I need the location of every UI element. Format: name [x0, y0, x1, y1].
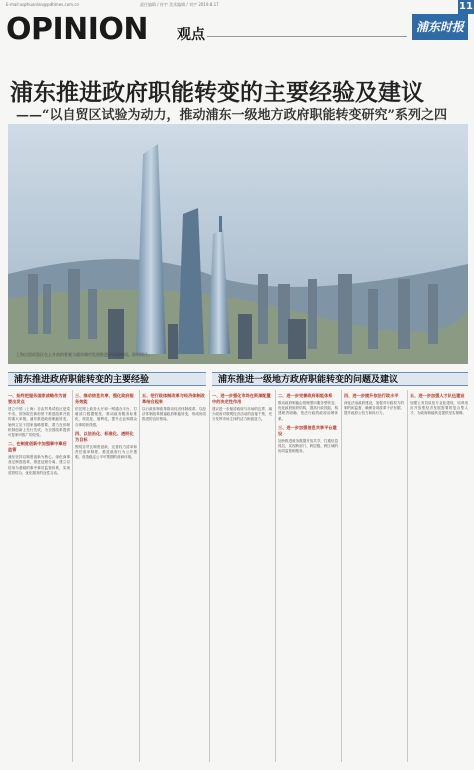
paragraph: 建议进一步厘清政府与市场的边界，减少政府对微观经济活动的直接干预，充分发挥市场主体的活力和创造力。 [212, 407, 272, 422]
header-topline [0, 0, 474, 10]
header-editors: 责任编辑 / 佟宇 美术编辑 / 刘宇 2019.8.17 [140, 2, 219, 7]
masthead-rule [207, 36, 407, 37]
section-masthead [6, 12, 468, 48]
newspaper-logo: 浦东时报 [412, 14, 468, 40]
article-title: 浦东推进政府职能转变的主要经验及建议 [10, 79, 424, 106]
column-divider [209, 390, 210, 762]
section-title-en: OPINION [6, 12, 149, 47]
section-heading: 一、始终把服务国家战略作为首要出发点 [8, 393, 67, 404]
right-column-text-1 [212, 390, 272, 762]
column-divider [407, 390, 408, 762]
paragraph: 加强公务员队伍专业化建设，培养适应开放型经济发展需要的复合型人才，为政府职能转变提供坚实保障。 [410, 401, 468, 416]
section-heading: 五、进一步加强人才队伍建设 [410, 393, 465, 398]
section-heading: 二、在制度创新中加强事中事后监管 [8, 441, 67, 453]
section-heading: 三、推动信息共享，强化政府服务效能 [75, 393, 134, 404]
section-heading: 一、进一步强化市场在资源配置中的决定性作用 [212, 393, 271, 404]
paragraph: 浦东坚持以制度创新为核心，深化商事登记制度改革，推进证照分离，建立以信用为基础的事中事后监管体系，实现放管结合、优化服务的良性互动。 [8, 455, 70, 475]
left-column-text-3 [142, 390, 206, 762]
left-column-text-2 [75, 390, 137, 762]
paragraph: 加快推进政务数据开放共享，打通信息孤岛，实现跨部门、跨层级、跨区域的协同监管和服务。 [278, 438, 338, 454]
paragraph: 建立中国（上海）自由贸易试验区是党中央、国务院在新形势下推进改革开放的重大举措。浦东推进政府职能转变，始终立足于国家战略需要，着力在体制机制创新上先行先试，为全国改革提供可复制可推广的经验。 [8, 407, 70, 438]
right-column-text-4 [410, 390, 468, 762]
photo-caption: 上海自贸试验区在上升前的景观与浦东城市发展推进形成新格局。资料图片。 [16, 352, 152, 357]
header-email: E-mail:xqzhuanlan@pdtimes.com.cn [6, 2, 80, 7]
section-title-cn: 观点 [177, 27, 205, 43]
skyline-illustration [8, 124, 468, 364]
paragraph: 依托网上政务大厅和一网通办平台，打破部门数据壁垒，推动政务服务标准化、规范化、便利化，提升企业和群众办事的获得感。 [75, 407, 137, 427]
column-divider [139, 390, 140, 762]
right-column-text-3 [344, 390, 404, 762]
left-column-heading: 浦东推进政府职能转变的主要经验 [8, 372, 206, 386]
section-heading: 二、进一步完善政府职能体系 [278, 393, 333, 398]
section-heading: 四、以法治化、标准化、透明化为目标 [75, 430, 134, 442]
city-skyline-photo [8, 124, 468, 364]
page-number: 11 [459, 1, 473, 12]
right-column-text-2 [278, 390, 338, 762]
column-divider [72, 390, 73, 762]
paragraph: 围绕自贸区制度创新，完善权力清单和责任清单制度，推进政府行为公开透明，营造稳定公平可预期的营商环境。 [75, 444, 137, 460]
column-divider [341, 390, 342, 762]
paragraph: 深化法治政府建设，加强对行政权力的制约和监督，确保各项改革于法有据，提升政府公信力和执行力。 [344, 401, 404, 416]
paragraph: 推动政府职能由管理型向服务型转变，优化政府组织结构，提高行政效能，构建职责明确、依法行政的政府治理体系。 [278, 401, 338, 421]
paragraph: 以行政体制改革推动经济体制改革，以经济体制改革倒逼政府职能转变，形成协同推进的良好格局。 [142, 407, 206, 422]
section-heading: 五、把行政体制改革与经济体制改革结合起来 [142, 393, 205, 404]
section-heading: 四、进一步提升依法行政水平 [344, 393, 399, 398]
left-column-text-1 [8, 390, 70, 762]
right-column-heading: 浦东推进一级地方政府职能转变的问题及建议 [212, 372, 468, 386]
section-heading: 三、进一步加强信息共享平台建设 [278, 424, 337, 436]
column-divider [275, 390, 276, 762]
article-subtitle: ——“以自贸区试验为动力，推动浦东一级地方政府职能转变研究”系列之四 [16, 108, 447, 123]
